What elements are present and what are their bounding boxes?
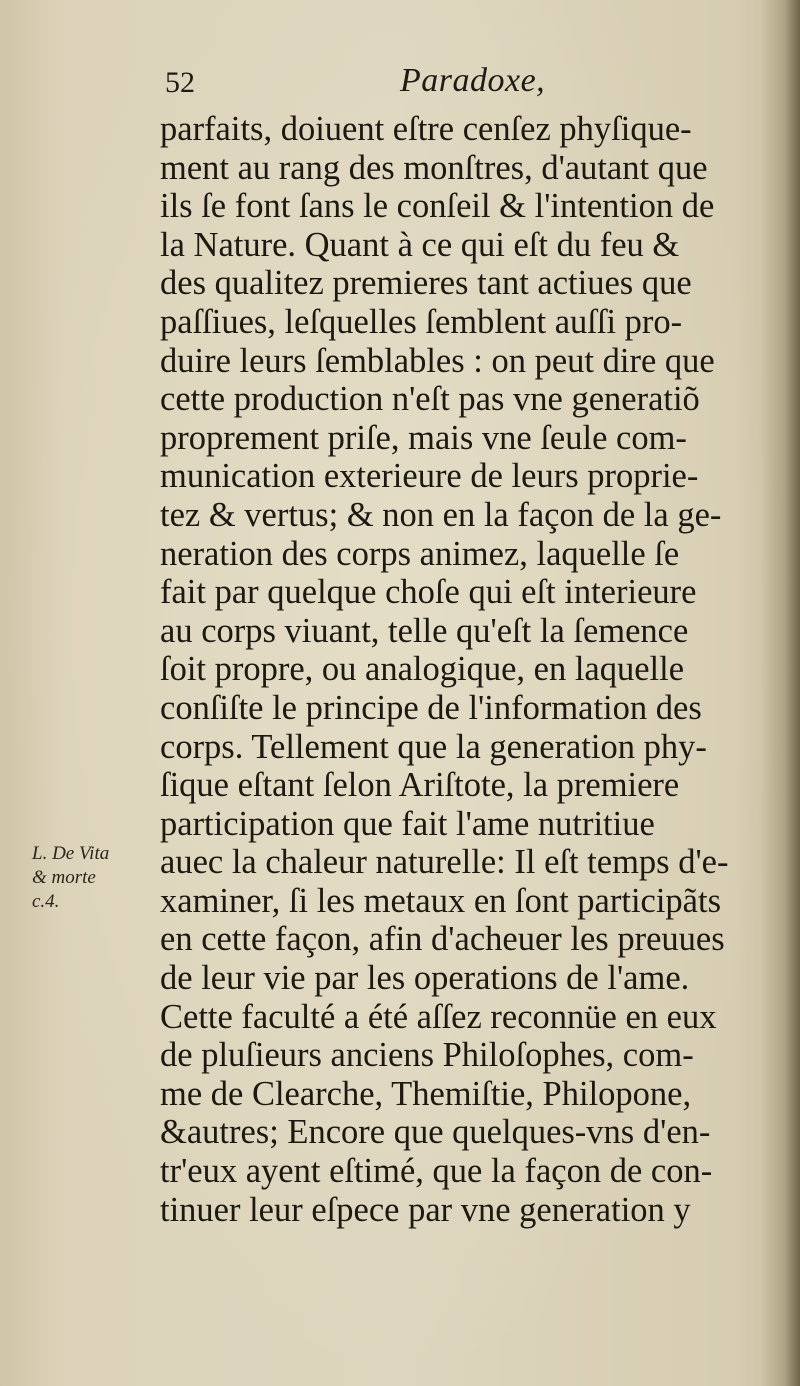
text-line: xaminer, ſi les metaux en ſont participãts [160, 881, 721, 920]
text-line: tez & vertus; & non en la façon de la ge- [160, 495, 722, 534]
text-line: ment au rang des monſtres, d'autant que [160, 148, 708, 187]
text-line: munication exterieure de leurs proprie- [160, 457, 699, 496]
marginal-citation [32, 842, 152, 914]
text-line: fait par quelque choſe qui eſt interieure [160, 573, 697, 612]
marginal-citation-line: L. De Vita [32, 843, 110, 864]
text-line: proprement priſe, mais vne ſeule com- [160, 418, 687, 457]
text-line: ils ſe font ſans le conſeil & l'intention de [160, 187, 715, 226]
text-line: neration des corps animez, laquelle ſe [160, 534, 680, 573]
marginal-citation-line: c.4. [32, 891, 60, 912]
body-text [160, 110, 790, 1229]
text-line: en cette façon, afin d'acheuer les preuues [160, 920, 725, 959]
text-line: parfaits, doiuent eſtre cenſez phyſique- [160, 110, 692, 148]
text-line: de leur vie par les operations de l'ame. [160, 959, 690, 998]
text-line: participation que fait l'ame nutritiue [160, 804, 655, 843]
text-line: la Nature. Quant à ce qui eſt du feu & [160, 225, 680, 264]
text-line: Cette faculté a été aſſez reconnüe en eux [160, 997, 717, 1036]
text-line: conſiſte le principe de l'information des [160, 688, 702, 727]
text-line: ſoit propre, ou analogique, en laquelle [160, 650, 685, 689]
text-line: des qualitez premieres tant actiues que [160, 264, 692, 303]
text-line: corps. Tellement que la generation phy- [160, 727, 707, 766]
text-line: duire leurs ſemblables : on peut dire que [160, 341, 715, 380]
text-line: de pluſieurs anciens Philoſophes, com- [160, 1036, 694, 1075]
running-title: Paradoxe, [400, 62, 546, 99]
running-head [165, 62, 635, 112]
text-line: &autres; Encore que quelques-vns d'en- [160, 1113, 711, 1152]
text-line: auec la chaleur naturelle: Il eſt temps d'e- [160, 843, 729, 882]
text-line: me de Clearche, Themiſtie, Philopone, [160, 1074, 692, 1113]
text-line: tinuer leur eſpece par vne generation y [160, 1190, 691, 1229]
text-line: au corps viuant, telle qu'eſt la ſemence [160, 611, 689, 650]
text-line: paſſiues, leſquelles ſemblent auſſi pro- [160, 302, 683, 341]
text-line: cette production n'eſt pas vne generatiõ [160, 380, 700, 419]
marginal-citation-line: & morte [32, 867, 96, 888]
page-number: 52 [165, 66, 195, 99]
text-line: tr'eux ayent eſtimé, que la façon de con- [160, 1152, 713, 1191]
text-line: ſique eſtant ſelon Ariſtote, la premiere [160, 766, 680, 805]
